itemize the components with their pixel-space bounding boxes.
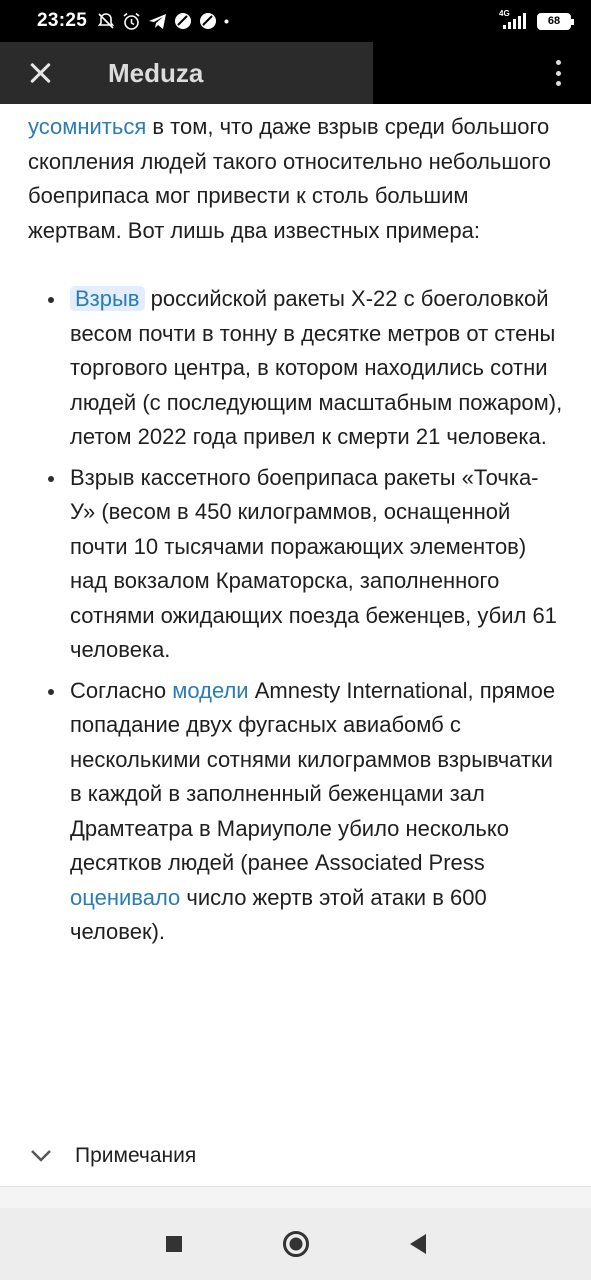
status-notification-icons (97, 12, 229, 31)
triangle-back-icon (408, 1233, 428, 1255)
app-bar (0, 42, 591, 104)
status-time: 23:25 (37, 10, 88, 31)
bullet-3-mid: Amnesty International, прямое попадание двух фугасных авиабомб с несколькими сотнями килограммов взрывчатки в каждой в заполненный беженцами зал Драмтеатра в Мариуполе убило несколько десятков людей (ранее Associated Press (70, 677, 556, 875)
intro-link[interactable]: усомниться (28, 114, 147, 139)
notes-toggle[interactable] (0, 1136, 591, 1176)
app-title: Meduza (108, 57, 204, 88)
bullet-3-post: число жертв этой атаки в 600 человек). (70, 884, 487, 944)
back-button[interactable] (357, 1208, 479, 1280)
chevron-down-icon (30, 1149, 52, 1163)
bullet-3-link-estimate[interactable]: оценивало (70, 884, 181, 910)
status-bar (0, 0, 591, 42)
notes-label: Примечания (75, 1144, 197, 1167)
app-icon-2 (199, 12, 217, 30)
signal-icon (499, 9, 529, 30)
bullet-3-pre: Согласно (70, 677, 173, 703)
battery-icon (537, 13, 571, 30)
intro-paragraph (28, 110, 563, 248)
bullet-1-text: российской ракеты Х-22 с боеголовкой весом почти в тонну в десятке метров от стены торгового центра, в котором находились сотни людей (с последующим масштабным пожаром), летом 2022 года привел к смерти 21 человека. (70, 286, 563, 449)
circle-icon (282, 1230, 310, 1258)
section-divider (0, 1186, 591, 1208)
more-options-icon[interactable] (555, 60, 561, 86)
article-body (0, 104, 591, 1209)
list-item (28, 674, 563, 950)
battery-level: 68 (547, 15, 561, 27)
bell-muted-icon (97, 12, 115, 30)
bullet-3-link-model[interactable]: модели (172, 677, 249, 703)
intro-text: в том, что даже взрыв среди большого скопления людей такого относительно небольшого боеприпаса мог привести к столь большим жертвам. Вот лишь два известных примера: (28, 114, 552, 243)
list-item (28, 461, 563, 668)
app-icon-1 (174, 12, 192, 30)
bullet-1-link[interactable]: Взрыв (70, 286, 145, 311)
examples-list (28, 282, 563, 950)
system-nav-bar (0, 1208, 591, 1280)
alarm-icon (122, 12, 141, 31)
telegram-icon (148, 13, 167, 30)
home-button[interactable] (235, 1208, 357, 1280)
app-bar-panel (0, 42, 373, 104)
square-icon (165, 1235, 183, 1253)
recents-button[interactable] (113, 1208, 235, 1280)
bullet-2-text: Взрыв кассетного боеприпаса ракеты «Точка-У» (весом в 450 килограммов, оснащенной почти 10 тысячами поражающих элементов) над вокзалом Краматорска, заполненного сотнями ожидающих поезда беженцев, убил 61 человека. (70, 464, 557, 662)
close-icon[interactable] (27, 59, 55, 87)
more-notifications-dot-icon (224, 19, 229, 24)
network-type-label: 4G (499, 9, 510, 18)
list-item (28, 282, 563, 455)
